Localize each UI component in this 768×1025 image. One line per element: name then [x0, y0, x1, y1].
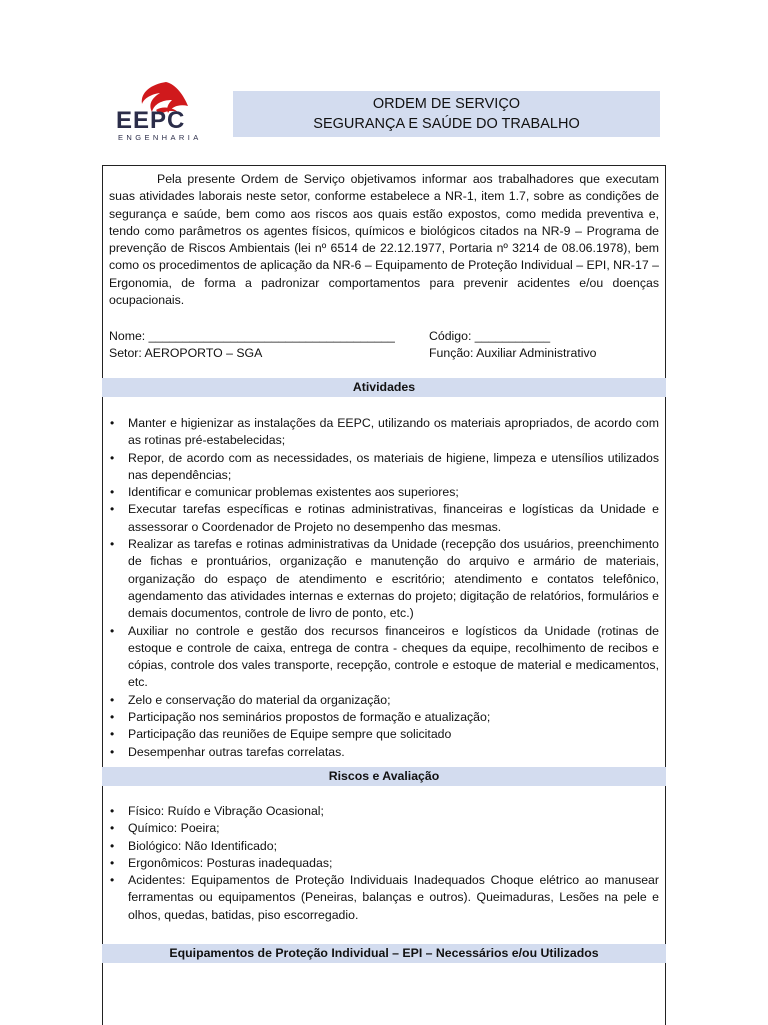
- riscos-section: [109, 803, 659, 924]
- setor-field: Setor: AEROPORTO – SGA: [109, 346, 263, 361]
- list-item: • Realizar as tarefas e rotinas administrativas da Unidade (recepção dos usuários, preenchimento de fichas e prontuários, organização e manutenção do arquivo e armário de materiais, organização do espaço de atendimento e escritório; atendimento e contatos telefônico, agendamento das atividades internas e externas do projeto; digitação de relatórios, formulários e demais documentos, controle de livro de ponto, etc.): [109, 536, 659, 622]
- atividades-heading: Atividades: [102, 378, 666, 397]
- list-item: • Auxiliar no controle e gestão dos recursos financeiros e logísticos da Unidade (rotinas de estoque e controle de caixa, entrega de contra - cheques da equipe, recolhimento de recibos e cópias, controle dos vales transporte, recepção, controle e estoque de material e medicamentos, etc.: [109, 623, 659, 692]
- company-logo: [112, 80, 220, 142]
- codigo-field: Código: ___________: [429, 329, 551, 343]
- list-item: • Biológico: Não Identificado;: [109, 838, 659, 855]
- document-title-line1: ORDEM DE SERVIÇO: [372, 96, 521, 112]
- logo-text: EEPC: [116, 107, 186, 134]
- list-item: • Químico: Poeira;: [109, 820, 659, 837]
- document-title-line2: SEGURANÇA E SAÚDE DO TRABALHO: [313, 116, 580, 132]
- intro-paragraph: Pela presente Ordem de Serviço objetivamos informar aos trabalhadores que executam suas atividades laborais neste setor, conforme estabelece a NR-1, item 1.7, sobre as condições de segurança e saúde, bem como aos riscos aos quais estão expostos, como medida preventiva e, tendo como parâmetros os agentes físicos, químicos e biológicos citados na NR-9 – Programa de prevenção de Riscos Ambientais (lei nº 6514 de 22.12.1977, Portaria nº 3214 de 08.06.1978), bem como os procedimentos de aplicação da NR-6 – Equipamento de Proteção Individual – EPI, NR-17 – Ergonomia, de forma a padronizar comportamentos para prevenir acidentes e/ou doenças ocupacionais.: [109, 172, 659, 308]
- list-item: • Participação nos seminários propostos de formação e atualização;: [109, 709, 659, 726]
- epi-heading: Equipamentos de Proteção Individual – EPI – Necessários e/ou Utilizados: [102, 944, 666, 963]
- list-item: • Manter e higienizar as instalações da EEPC, utilizando os materiais apropriados, de acordo com as rotinas pré-estabelecidas;: [109, 415, 659, 450]
- atividades-list: [109, 415, 659, 761]
- list-item: • Zelo e conservação do material da organização;: [109, 692, 659, 709]
- riscos-heading: Riscos e Avaliação: [102, 767, 666, 786]
- eepc-flame-icon: [112, 80, 220, 142]
- list-item: • Identificar e comunicar problemas existentes aos superiores;: [109, 484, 659, 501]
- intro-section: [109, 171, 659, 309]
- funcao-field: Função: Auxiliar Administrativo: [429, 346, 597, 361]
- list-item: • Físico: Ruído e Vibração Ocasional;: [109, 803, 659, 820]
- riscos-list: [109, 803, 659, 924]
- list-item: • Ergonômicos: Posturas inadequadas;: [109, 855, 659, 872]
- document-title-box: [233, 91, 660, 137]
- list-item: • Executar tarefas específicas e rotinas administrativas, financeiras e logísticas da Unidade e assessorar o Coordenador de Projeto no desempenho das mesmas.: [109, 501, 659, 536]
- logo-subtext: ENGENHARIA: [118, 133, 202, 142]
- nome-field: Nome: ____________________________________: [109, 329, 395, 343]
- atividades-section: [109, 415, 659, 761]
- list-item: • Desempenhar outras tarefas correlatas.: [109, 744, 659, 761]
- list-item: • Acidentes: Equipamentos de Proteção Individuais Inadequados Choque elétrico ao manusear ferramentas ou equipamentos (Peneiras, balanças e outros). Queimaduras, Lesões na pele e olhos, quedas, batidas, piso escorregadio.: [109, 872, 659, 924]
- employee-fields: [109, 328, 659, 363]
- list-item: • Participação das reuniões de Equipe sempre que solicitado: [109, 726, 659, 743]
- list-item: • Repor, de acordo com as necessidades, os materiais de higiene, limpeza e utensílios utilizados nas dependências;: [109, 450, 659, 485]
